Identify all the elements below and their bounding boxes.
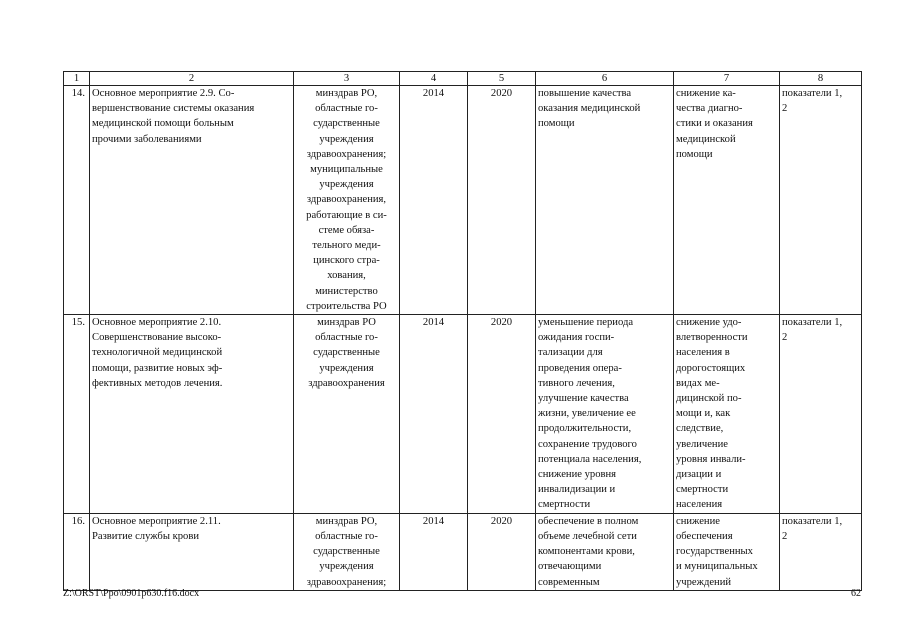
- executors-line: муниципальные: [310, 164, 383, 176]
- indicators-line: 2: [782, 103, 788, 115]
- consequence-line: стики и оказания: [676, 118, 753, 130]
- row-number: 16.: [64, 513, 90, 590]
- consequence-line: влетворенности: [676, 332, 748, 344]
- end-year: 2020: [468, 513, 536, 590]
- result-cell: [536, 513, 674, 590]
- measure-line: технологичной медицинской: [92, 347, 223, 359]
- result-line: объеме лечебной сети: [538, 530, 637, 542]
- executors-cell: [294, 86, 400, 315]
- executors-line: областные го-: [315, 530, 378, 542]
- consequence-line: снижение ка-: [676, 88, 736, 99]
- start-year: 2014: [400, 315, 468, 514]
- result-line: продолжительности,: [538, 423, 632, 435]
- result-cell: [536, 315, 674, 514]
- result-line: тивного лечения,: [538, 377, 615, 389]
- measure-line: Совершенствование высоко-: [92, 332, 222, 344]
- row-number: 14.: [64, 86, 90, 315]
- executors-line: строительства РО: [306, 300, 387, 312]
- column-header: 6: [536, 72, 674, 86]
- consequence-line: населения в: [676, 347, 730, 359]
- executors-line: учреждения: [319, 561, 374, 573]
- executors-line: минздрав РО,: [315, 515, 378, 527]
- measure-line: прочими заболеваниями: [92, 133, 202, 145]
- column-header: 3: [294, 72, 400, 86]
- result-line: тализации для: [538, 347, 603, 359]
- result-line: оказания медицинской: [538, 103, 641, 115]
- indicators-line: показатели 1,: [782, 515, 843, 527]
- table-header-row: [64, 72, 862, 86]
- consequence-line: видах ме-: [676, 377, 720, 389]
- consequence-line: населения: [676, 499, 723, 511]
- executors-line: тельного меди-: [312, 240, 381, 252]
- result-line: сохранение трудового: [538, 438, 637, 450]
- result-line: повышение качества: [538, 88, 632, 99]
- consequence-line: государственных: [676, 546, 753, 558]
- executors-line: учреждения: [319, 362, 374, 374]
- executors-line: стеме обяза-: [318, 224, 375, 236]
- measure-line: фективных методов лечения.: [92, 377, 223, 389]
- column-header: 1: [64, 72, 90, 86]
- column-header: 2: [90, 72, 294, 86]
- executors-line: хования,: [327, 270, 366, 282]
- executors-line: здравоохранения;: [306, 576, 387, 588]
- row-number: 15.: [64, 315, 90, 514]
- consequence-line: медицинской: [676, 133, 736, 145]
- indicators-line: показатели 1,: [782, 317, 843, 329]
- executors-line: цинского стра-: [313, 255, 380, 267]
- result-line: помощи: [538, 118, 575, 130]
- consequence-line: уровня инвали-: [676, 453, 746, 465]
- executors-line: учреждения: [319, 133, 374, 145]
- result-line: потенциала населения,: [538, 453, 642, 465]
- result-line: жизни, увеличение ее: [538, 408, 636, 420]
- result-line: проведения опера-: [538, 362, 622, 374]
- column-header: 5: [468, 72, 536, 86]
- page-number: 62: [851, 588, 861, 599]
- consequence-line: снижение: [676, 515, 720, 527]
- column-header: 8: [780, 72, 862, 86]
- consequence-line: увеличение: [676, 438, 728, 450]
- executors-line: областные го-: [315, 103, 378, 115]
- measure-line: Основное мероприятие 2.11.: [92, 515, 221, 527]
- table-row: [64, 315, 862, 514]
- result-line: компонентами крови,: [538, 546, 635, 558]
- end-year: 2020: [468, 315, 536, 514]
- footer-file-path: Z:\ORST\Ppo\0901p630.f16.docx: [63, 588, 200, 599]
- executors-line: сударственные: [313, 546, 380, 558]
- measure-line: вершенствование системы оказания: [92, 103, 255, 115]
- executors-line: здравоохранения,: [306, 194, 387, 206]
- program-measures-table: [63, 71, 862, 591]
- executors-line: учреждения: [319, 179, 374, 191]
- indicators-cell: [780, 315, 862, 514]
- start-year: 2014: [400, 513, 468, 590]
- indicators-line: показатели 1,: [782, 88, 843, 99]
- column-header: 4: [400, 72, 468, 86]
- executors-cell: [294, 513, 400, 590]
- measure-line: Развитие службы крови: [92, 530, 199, 542]
- consequence-line: обеспечения: [676, 530, 733, 542]
- indicators-line: 2: [782, 332, 788, 344]
- consequence-line: смертности: [676, 484, 729, 496]
- executors-cell: [294, 315, 400, 514]
- result-line: улучшение качества: [538, 393, 629, 405]
- executors-line: минздрав РО,: [315, 88, 378, 99]
- result-line: снижение уровня: [538, 469, 617, 481]
- measure-cell: [90, 86, 294, 315]
- indicators-cell: [780, 513, 862, 590]
- executors-line: сударственные: [313, 347, 380, 359]
- result-line: современным: [538, 576, 600, 588]
- consequence-cell: [674, 315, 780, 514]
- measure-line: помощи, развитие новых эф-: [92, 362, 223, 374]
- end-year: 2020: [468, 86, 536, 315]
- measure-cell: [90, 513, 294, 590]
- table-row: [64, 513, 862, 590]
- consequence-line: учреждений: [676, 576, 732, 588]
- result-line: обеспечение в полном: [538, 515, 639, 527]
- consequence-line: дицинской по-: [676, 393, 742, 405]
- executors-line: минздрав РО: [317, 317, 376, 329]
- consequence-line: мощи и, как: [676, 408, 731, 420]
- consequence-line: чества диагно-: [676, 103, 743, 115]
- result-cell: [536, 86, 674, 315]
- executors-line: здравоохранения;: [306, 148, 387, 160]
- result-line: инвалидизации и: [538, 484, 616, 496]
- indicators-line: 2: [782, 530, 788, 542]
- consequence-line: дорогостоящих: [676, 362, 746, 374]
- result-line: ожидания госпи-: [538, 332, 615, 344]
- table-row: [64, 86, 862, 315]
- consequence-line: и муниципальных: [676, 561, 758, 573]
- consequence-line: снижение удо-: [676, 317, 742, 329]
- measure-line: Основное мероприятие 2.10.: [92, 317, 222, 329]
- consequence-line: помощи: [676, 148, 713, 160]
- measure-line: медицинской помощи больным: [92, 118, 234, 130]
- consequence-line: следствие,: [676, 423, 724, 435]
- consequence-cell: [674, 86, 780, 315]
- column-header: 7: [674, 72, 780, 86]
- result-line: смертности: [538, 499, 591, 511]
- start-year: 2014: [400, 86, 468, 315]
- result-line: отвечающими: [538, 561, 602, 573]
- result-line: уменьшение периода: [538, 317, 634, 329]
- consequence-line: дизации и: [676, 469, 722, 481]
- executors-line: министерство: [315, 285, 378, 297]
- executors-line: здравоохранения: [308, 377, 385, 389]
- executors-line: работающие в си-: [306, 209, 387, 221]
- executors-line: сударственные: [313, 118, 380, 130]
- measure-line: Основное мероприятие 2.9. Со-: [92, 88, 235, 99]
- measure-cell: [90, 315, 294, 514]
- indicators-cell: [780, 86, 862, 315]
- consequence-cell: [674, 513, 780, 590]
- executors-line: областные го-: [315, 332, 378, 344]
